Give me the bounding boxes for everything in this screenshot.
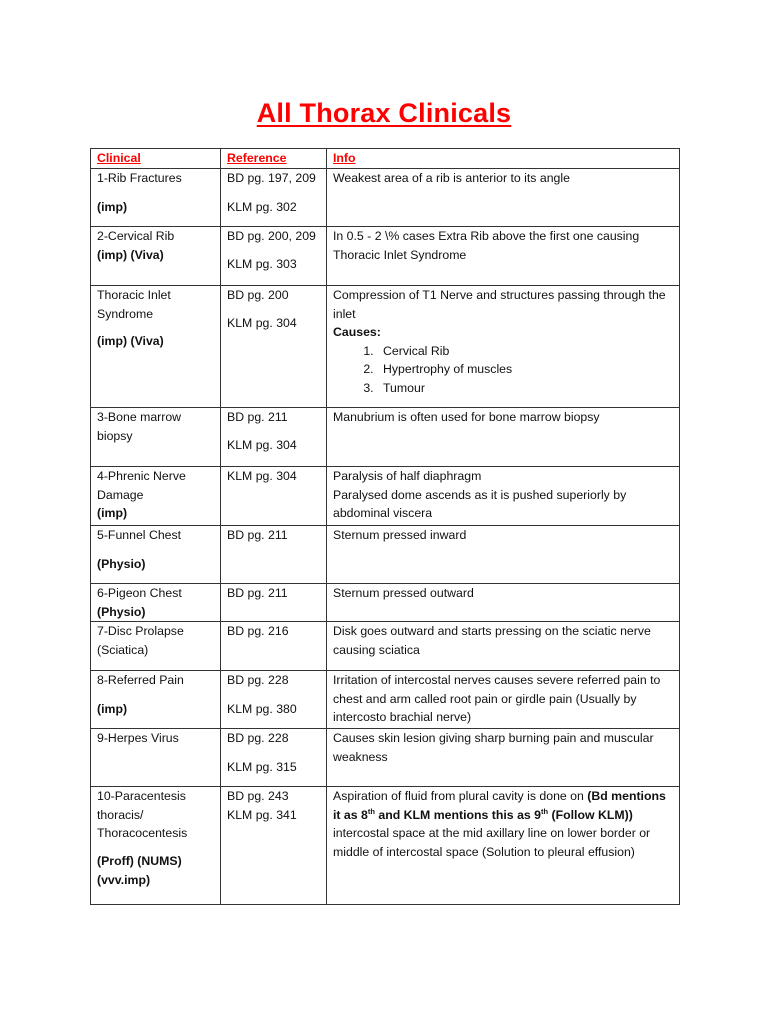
info-text-line2: Paralysed dome ascends as it is pushed superiorly by abdominal viscera [333, 487, 627, 521]
reference-cell [221, 169, 327, 227]
clinical-tag: (imp) [97, 199, 128, 214]
info-text: Irritation of intercostal nerves causes severe referred pain to chest and arm called root pain or girdle pain (Usually by intercosto brachial nerve) [333, 673, 661, 725]
reference-bd: BD pg. 228 [227, 673, 289, 688]
clinical-name: 2-Cervical Rib [97, 229, 175, 243]
clinical-name: 9-Herpes Virus [97, 731, 179, 746]
clinical-name-line1: 10-Paracentesis [97, 789, 186, 804]
reference-klm: KLM pg. 341 [227, 807, 297, 822]
info-cell [327, 787, 680, 905]
clinical-cell [91, 408, 221, 467]
clinical-name-line3: Thoracocentesis [97, 826, 188, 841]
info-cell [327, 671, 680, 729]
reference-klm: KLM pg. 304 [227, 469, 297, 483]
reference-cell [221, 729, 327, 787]
clinical-tag: (vvv.imp) [97, 872, 151, 887]
clinical-tag: (imp) [97, 701, 128, 716]
clinical-cell [91, 286, 221, 408]
reference-bd: BD pg. 243 [227, 789, 289, 804]
clinical-name-line1: 4-Phrenic Nerve [97, 469, 186, 483]
table-header-row [91, 149, 680, 169]
reference-klm: KLM pg. 315 [227, 759, 297, 774]
info-text: Sternum pressed inward [333, 528, 467, 542]
info-cell [327, 169, 680, 227]
reference-cell [221, 408, 327, 467]
clinical-tag: (Proff) (NUMS) [97, 853, 182, 868]
clinical-name-line2: thoracis/ [97, 807, 144, 822]
header-clinical: Clinical [91, 149, 221, 169]
reference-cell [221, 526, 327, 584]
causes-list [333, 342, 673, 398]
table-row [91, 467, 680, 526]
reference-klm: KLM pg. 303 [227, 256, 297, 271]
reference-klm: KLM pg. 304 [227, 315, 297, 330]
ordinal-suffix: th [541, 806, 549, 816]
clinical-tag: (imp) (Viva) [97, 247, 164, 262]
clinical-name-line1: Thoracic Inlet [97, 288, 171, 302]
info-cell [327, 526, 680, 584]
page-title: All Thorax Clinicals [256, 98, 512, 128]
table-row [91, 408, 680, 467]
reference-bd: BD pg. 200 [227, 288, 289, 302]
info-cell [327, 622, 680, 671]
info-text: Manubrium is often used for bone marrow biopsy [333, 410, 600, 424]
table-row [91, 787, 680, 905]
reference-bd: BD pg. 228 [227, 731, 289, 746]
ordinal-suffix: th [367, 806, 375, 816]
reference-cell [221, 584, 327, 622]
reference-cell [221, 622, 327, 671]
reference-bd: BD pg. 216 [227, 624, 289, 639]
info-text-line1: Paralysis of half diaphragm [333, 469, 482, 483]
reference-cell [221, 227, 327, 286]
info-cell [327, 584, 680, 622]
clinical-name-line2: Syndrome [97, 306, 154, 321]
info-bold-part: (Follow KLM)) [548, 807, 633, 822]
table-row [91, 671, 680, 729]
reference-klm: KLM pg. 302 [227, 199, 297, 214]
clinical-name-line1: 3-Bone marrow [97, 410, 182, 424]
info-bold-part: (Bd mentions it as 8 [333, 789, 666, 822]
info-text: Disk goes outward and starts pressing on the sciatic nerve causing sciatica [333, 624, 651, 657]
clinical-name: 5-Funnel Chest [97, 528, 182, 542]
info-text: Weakest area of a rib is anterior to its angle [333, 171, 570, 185]
table-row [91, 526, 680, 584]
clinical-cell [91, 729, 221, 787]
clinical-tag: (imp) (Viva) [97, 334, 164, 349]
cause-item: 1. Cervical Rib [377, 342, 673, 361]
info-cell [327, 408, 680, 467]
clinical-name: 6-Pigeon Chest [97, 586, 182, 600]
info-text-part: Aspiration of fluid from plural cavity is done on [333, 789, 588, 804]
info-text: Causes skin lesion giving sharp burning pain and muscular weakness [333, 731, 654, 764]
info-bold-part: and KLM mentions this as 9 [374, 807, 542, 822]
table-row [91, 286, 680, 408]
clinical-cell [91, 622, 221, 671]
header-reference: Reference [221, 149, 327, 169]
reference-cell [221, 787, 327, 905]
info-cell [327, 729, 680, 787]
clinical-cell [91, 671, 221, 729]
reference-bd: BD pg. 200, 209 [227, 229, 316, 243]
info-text: Compression of T1 Nerve and structures passing through the inlet [333, 288, 666, 321]
reference-bd: BD pg. 197, 209 [227, 171, 316, 185]
clinical-cell [91, 169, 221, 227]
reference-cell [221, 671, 327, 729]
table-row [91, 729, 680, 787]
clinical-cell [91, 467, 221, 526]
clinical-tag: (Physio) [97, 556, 146, 571]
cause-item: 3. Tumour [377, 379, 673, 398]
clinical-cell [91, 227, 221, 286]
table-row [91, 584, 680, 622]
clinical-cell [91, 584, 221, 622]
clinical-name-line2: (Sciatica) [97, 642, 149, 657]
clinical-name: 8-Referred Pain [97, 673, 184, 688]
clinical-tag: (imp) [97, 506, 128, 521]
clinical-name-line2: biopsy [97, 428, 133, 443]
clinical-name-line2: Damage [97, 487, 144, 502]
info-cell [327, 286, 680, 408]
info-cell [327, 467, 680, 526]
reference-klm: KLM pg. 304 [227, 437, 297, 452]
info-cell [327, 227, 680, 286]
table-row [91, 622, 680, 671]
header-info: Info [327, 149, 680, 169]
reference-klm: KLM pg. 380 [227, 701, 297, 716]
info-text: Sternum pressed outward [333, 586, 474, 600]
reference-bd: BD pg. 211 [227, 586, 288, 600]
cause-item: 2. Hypertrophy of muscles [377, 360, 673, 379]
clinicals-table [90, 148, 680, 905]
causes-label: Causes: [333, 325, 381, 340]
clinical-cell [91, 526, 221, 584]
info-text: In 0.5 - 2 \% cases Extra Rib above the first one causing Thoracic Inlet Syndrome [333, 229, 640, 262]
reference-bd: BD pg. 211 [227, 410, 288, 424]
clinical-name: 1-Rib Fractures [97, 171, 182, 185]
clinical-cell [91, 787, 221, 905]
info-text-part: intercostal space at the mid axillary line on lower border or middle of intercostal space (Solution to pleural effusion) [333, 826, 651, 859]
reference-bd: BD pg. 211 [227, 528, 288, 542]
table-row [91, 169, 680, 227]
table-row [91, 227, 680, 286]
reference-cell [221, 467, 327, 526]
reference-cell [221, 286, 327, 408]
clinical-tag: (Physio) [97, 604, 146, 619]
clinical-name-line1: 7-Disc Prolapse [97, 624, 184, 639]
info-text [333, 787, 673, 861]
